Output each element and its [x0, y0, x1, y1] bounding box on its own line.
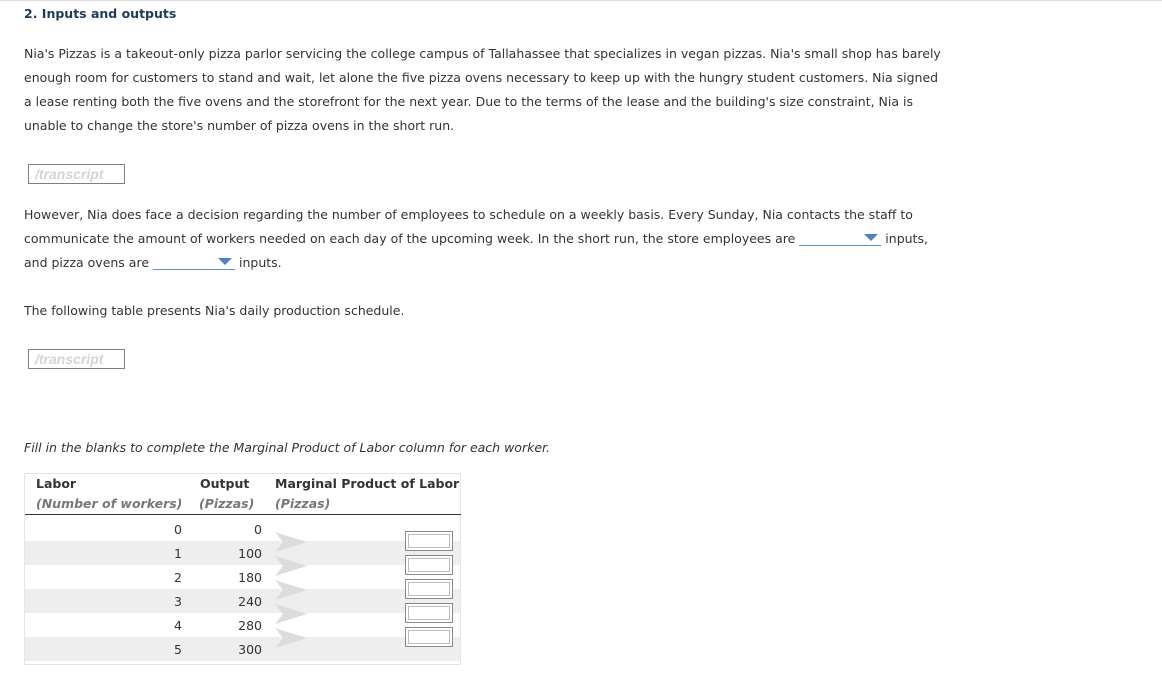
chevron-right-icon	[273, 603, 309, 625]
mpl-input-value	[408, 534, 450, 548]
caret-down-icon	[218, 258, 232, 265]
paragraph-text: However, Nia does face a decision regarding the number of employees to schedule on a weekly basis. Every Sunday, Nia contacts the staff to communicate the amount of workers needed on each day of the upcoming week. In the short run, the store employees are	[24, 207, 913, 246]
production-table	[24, 473, 461, 665]
employees-input-type-dropdown[interactable]	[799, 229, 881, 246]
mpl-input-worker-4[interactable]	[405, 603, 453, 623]
chevron-right-icon	[273, 579, 309, 601]
paragraph-text: inputs, and pizza ovens are	[24, 231, 928, 270]
output-cell: 300	[238, 642, 262, 657]
output-cell: 280	[238, 618, 262, 633]
labor-cell: 0	[174, 522, 182, 537]
transcript-button[interactable]: /transcript	[28, 349, 125, 369]
mpl-input-value	[408, 630, 450, 644]
output-cell: 180	[238, 570, 262, 585]
mpl-input-worker-3[interactable]	[405, 579, 453, 599]
table-row	[25, 541, 460, 565]
mpl-column-subheader: (Pizzas)	[275, 496, 331, 511]
paragraph-text: inputs.	[238, 255, 282, 270]
table-row	[25, 589, 460, 613]
question-heading: 2. Inputs and outputs	[24, 6, 177, 21]
mpl-column-header: Marginal Product of Labor	[275, 476, 460, 491]
labor-column-subheader: (Number of workers)	[36, 496, 183, 511]
header-divider	[25, 514, 461, 515]
labor-cell: 5	[174, 642, 182, 657]
mpl-input-value	[408, 606, 450, 620]
labor-cell: 3	[174, 594, 182, 609]
table-intro-paragraph: The following table presents Nia's daily production schedule.	[24, 303, 405, 318]
intro-paragraph: Nia's Pizzas is a takeout-only pizza parlor servicing the college campus of Tallahassee that specializes in vegan pizzas. Nia's small shop has barely enough room for customers to stand and wait, let alone the five pizza ovens necessary to keep up with the hungry student customers. Nia signed a lease renting both the five ovens and the storefront for the next year. Due to the terms of the lease and the building's size constraint, Nia is unable to change the store's number of pizza ovens in the short run.	[24, 46, 941, 133]
instructions: Fill in the blanks to complete the Marginal Product of Labor column for each worker.	[24, 440, 550, 455]
chevron-right-icon	[273, 627, 309, 649]
short-run-paragraph	[24, 203, 944, 275]
labor-cell: 2	[174, 570, 182, 585]
ovens-input-type-dropdown[interactable]	[153, 253, 235, 270]
output-cell: 240	[238, 594, 262, 609]
table-row	[25, 613, 460, 637]
caret-down-icon	[864, 234, 878, 241]
table-row	[25, 565, 460, 589]
labor-column-header: Labor	[36, 476, 77, 491]
transcript-button[interactable]: /transcript	[28, 164, 125, 184]
labor-cell: 4	[174, 618, 182, 633]
labor-cell: 1	[174, 546, 182, 561]
mpl-input-worker-5[interactable]	[405, 627, 453, 647]
table-row	[25, 637, 460, 661]
output-column-header: Output	[200, 476, 250, 491]
top-divider	[0, 0, 1162, 1]
mpl-input-worker-1[interactable]	[405, 531, 453, 551]
table-row	[25, 517, 460, 541]
mpl-input-value	[408, 558, 450, 572]
output-cell: 100	[238, 546, 262, 561]
output-column-subheader: (Pizzas)	[199, 496, 255, 511]
mpl-input-worker-2[interactable]	[405, 555, 453, 575]
mpl-input-value	[408, 582, 450, 596]
chevron-right-icon	[273, 531, 309, 553]
output-cell: 0	[254, 522, 262, 537]
chevron-right-icon	[273, 555, 309, 577]
